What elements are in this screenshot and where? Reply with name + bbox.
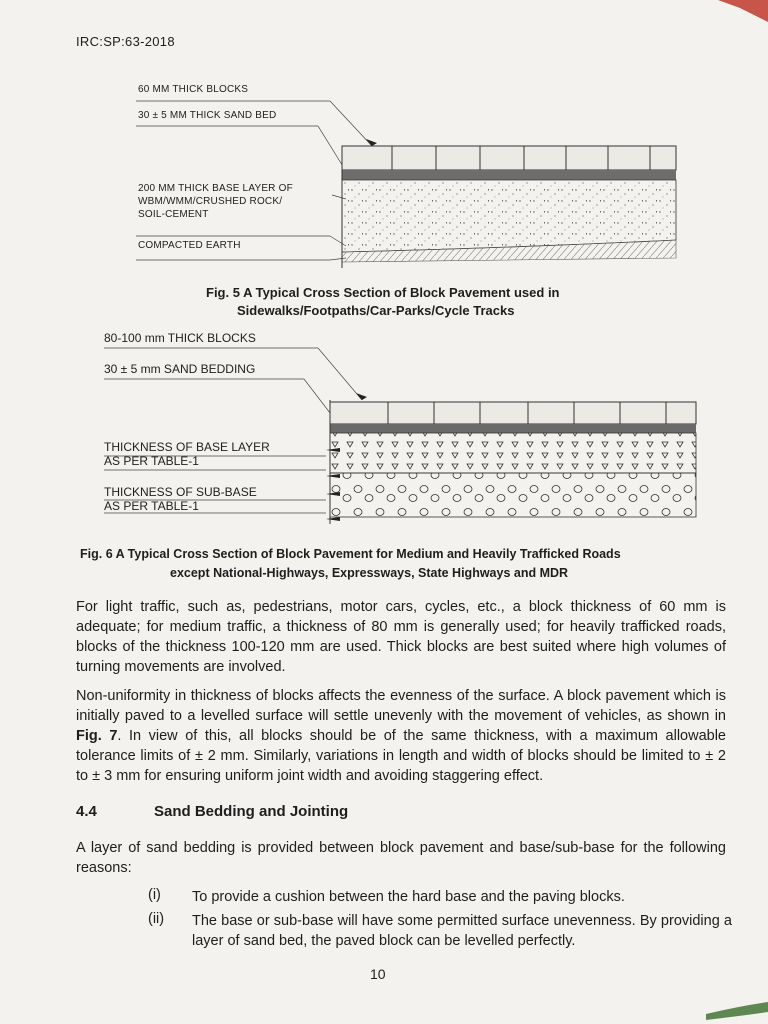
- fig5-caption-line1: Fig. 5 A Typical Cross Section of Block Pavement used in: [206, 285, 560, 300]
- paragraph-block-thickness: For light traffic, such as, pedestrians, motor cars, cycles, etc., a block thickness of 60 mm is adequate; for medium traffic, a thickness of 80 mm is generally used; for heavily trafficked roads, blocks of the thickness 100-120 mm are used. Thick blocks are best suited where high volumes of turning movements are involved.: [76, 599, 726, 675]
- section-title: Sand Bedding and Jointing: [154, 803, 349, 820]
- section-number: 4.4: [76, 803, 97, 820]
- list-item-number: (i): [148, 887, 161, 903]
- document-code-header: IRC:SP:63-2018: [76, 34, 175, 49]
- fig6-label-base-line1: THICKNESS OF BASE LAYER: [104, 440, 270, 454]
- fig6-label-sand-bedding: 30 ± 5 mm SAND BEDDING: [104, 362, 256, 376]
- fig6-label-subbase-line1: THICKNESS OF SUB-BASE: [104, 485, 257, 499]
- list-item-text: The base or sub-base will have some permitted surface unevenness. By providing a layer of sand bed, the paved block can be levelled perfectly.: [192, 913, 732, 949]
- list-item-number: (ii): [148, 911, 165, 927]
- fig5-label-sand-bed: 30 ± 5 MM THICK SAND BED: [138, 110, 277, 121]
- section-intro: A layer of sand bedding is provided between block pavement and base/sub-base for the following reasons:: [76, 840, 726, 876]
- list-item-text: To provide a cushion between the hard base and the paving blocks.: [192, 889, 625, 905]
- page-number: 10: [370, 966, 386, 982]
- fig6-caption-line2: except National-Highways, Expressways, State Highways and MDR: [170, 566, 569, 580]
- fig6-caption-line1: Fig. 6 A Typical Cross Section of Block Pavement for Medium and Heavily Trafficked Roads: [80, 547, 621, 561]
- fig5-caption-line2: Sidewalks/Footpaths/Car-Parks/Cycle Tracks: [237, 303, 515, 318]
- fig6-label-subbase-line2: AS PER TABLE-1: [104, 499, 199, 513]
- fig5-label-base-line1: 200 MM THICK BASE LAYER OF: [138, 183, 293, 194]
- paragraph-text-part2: . In view of this, all blocks should be of the same thickness, with a maximum allowable tolerance limits of ± 2 mm. Similarly, variations in length and width of blocks should be limited to ± 2 to ± 3 mm for ensuring uniform joint width and avoiding staggering effect.: [76, 728, 726, 784]
- fig6-label-base-line2: AS PER TABLE-1: [104, 454, 199, 468]
- paragraph-non-uniformity: [76, 686, 726, 786]
- fig5-label-base-line2: WBM/WMM/CRUSHED ROCK/: [138, 196, 283, 207]
- fig6-label-blocks: 80-100 mm THICK BLOCKS: [104, 331, 256, 345]
- figure-7-reference: Fig. 7: [76, 728, 118, 744]
- fig5-label-base-line3: SOIL-CEMENT: [138, 209, 209, 220]
- paragraph-text-part1: Non-uniformity in thickness of blocks affects the evenness of the surface. A block pavement which is initially paved to a levelled surface will settle unevenly with the movement of vehicles, as shown in: [76, 688, 726, 724]
- fig5-label-compacted-earth: COMPACTED EARTH: [138, 240, 241, 251]
- fig5-label-blocks: 60 MM THICK BLOCKS: [138, 84, 249, 95]
